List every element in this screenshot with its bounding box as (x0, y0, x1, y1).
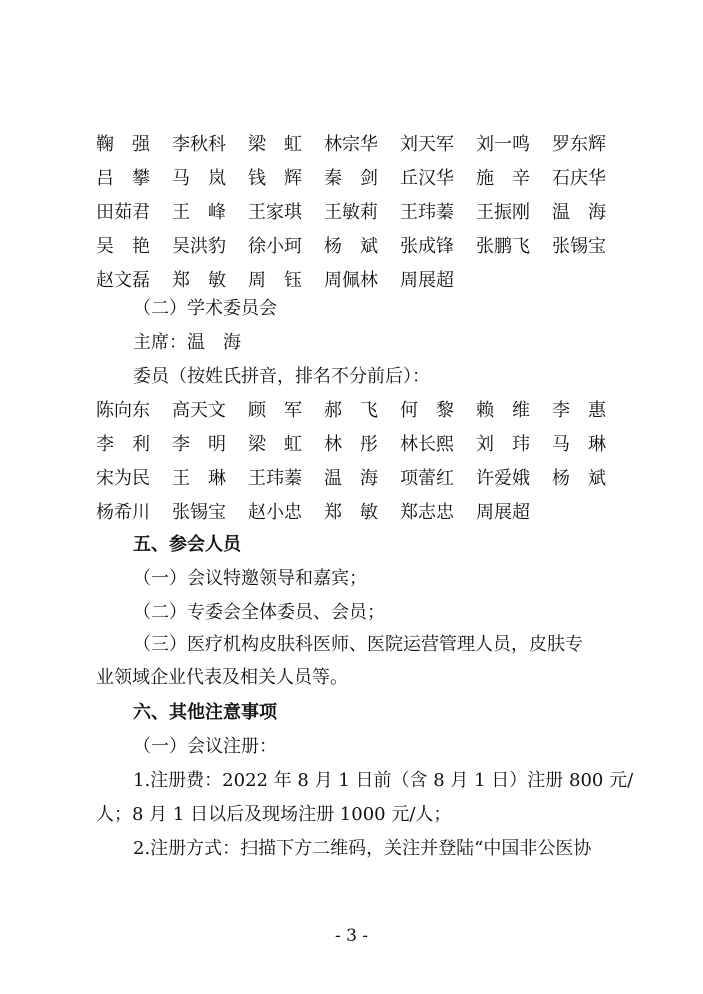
member-name: 郑 敏 (172, 270, 226, 291)
member-name: 郝 飞 (324, 400, 378, 421)
member-name: 罗东辉 (552, 134, 606, 155)
member-name: 王振刚 (476, 202, 530, 223)
member-name: 赖 维 (476, 400, 530, 421)
member-name: 梁 虹 (248, 134, 302, 155)
member-name: 刘天军 (400, 134, 454, 155)
member-name: 丘汉华 (400, 168, 454, 189)
member-name: 梁 虹 (248, 434, 302, 455)
member-name: 秦 剑 (324, 168, 378, 189)
registration-fee-line1: 1.注册费：2022 年 8 月 1 日前（含 8 月 1 日）注册 800 元/ (133, 770, 634, 791)
member-name: 陈向东 (96, 400, 150, 421)
member-name: 宋为民 (96, 468, 150, 489)
member-name: 吴洪豹 (172, 236, 226, 257)
member-name: 王 琳 (172, 468, 226, 489)
member-name: 王敏莉 (324, 202, 378, 223)
section5-item1: （一）会议特邀领导和嘉宾； (133, 568, 367, 589)
member-name: 李秋科 (172, 134, 226, 155)
member-name: 钱 辉 (248, 168, 302, 189)
section5-item2: （二）专委会全体委员、会员； (133, 602, 385, 623)
member-name: 李 惠 (552, 400, 606, 421)
member-name: 王家琪 (248, 202, 302, 223)
section6-sub1: （一）会议注册： (133, 736, 277, 757)
member-name: 张锡宝 (552, 236, 606, 257)
committee-name-row (96, 128, 616, 162)
section5-item3-line2: 业领域企业代表及相关人员等。 (96, 667, 348, 688)
member-name: 周展超 (476, 502, 530, 523)
member-name: 杨希川 (96, 502, 150, 523)
member-name: 吴 艳 (96, 236, 150, 257)
academic-name-row (96, 496, 616, 530)
member-name: 高天文 (172, 400, 226, 421)
committee-name-row (96, 230, 616, 264)
member-name: 鞠 强 (96, 134, 150, 155)
section6-heading: 六、其他注意事项 (133, 702, 277, 723)
member-name: 李 明 (172, 434, 226, 455)
member-name: 王 峰 (172, 202, 226, 223)
member-name: 赵小忠 (248, 502, 302, 523)
member-name: 顾 军 (248, 400, 302, 421)
section5-heading: 五、参会人员 (133, 534, 241, 555)
academic-name-row (96, 394, 616, 428)
member-name: 田茹君 (96, 202, 150, 223)
member-name: 郑志忠 (400, 502, 454, 523)
member-name: 马 岚 (172, 168, 226, 189)
section5-item3-line1: （三）医疗机构皮肤科医师、医院运营管理人员，皮肤专 (133, 634, 583, 655)
academic-members-intro: 委员（按姓氏拼音，排名不分前后）： (133, 366, 430, 387)
member-name: 石庆华 (552, 168, 606, 189)
committee-name-row (96, 162, 616, 196)
member-name: 赵文磊 (96, 270, 150, 291)
member-name: 王玮蓁 (400, 202, 454, 223)
member-name: 温 海 (324, 468, 378, 489)
member-name: 温 海 (552, 202, 606, 223)
committee-name-row (96, 196, 616, 230)
member-name: 周佩林 (324, 270, 378, 291)
member-name: 张鹏飞 (476, 236, 530, 257)
member-name: 周展超 (400, 270, 454, 291)
page-number: - 3 - (334, 926, 369, 946)
academic-name-row (96, 462, 616, 496)
member-name: 项蕾红 (400, 468, 454, 489)
member-name: 王玮蓁 (248, 468, 302, 489)
member-name: 张锡宝 (172, 502, 226, 523)
member-name: 吕 攀 (96, 168, 150, 189)
member-name: 张成锋 (400, 236, 454, 257)
member-name: 林 彤 (324, 434, 378, 455)
member-name: 李 利 (96, 434, 150, 455)
member-name: 施 辛 (476, 168, 530, 189)
member-name: 周 钰 (248, 270, 302, 291)
academic-name-row (96, 428, 616, 462)
academic-committee-heading: （二）学术委员会 (133, 298, 277, 319)
member-name: 刘一鸣 (476, 134, 530, 155)
member-name: 杨 斌 (552, 468, 606, 489)
registration-method-line1: 2.注册方式：扫描下方二维码，关注并登陆“中国非公医协 (133, 838, 592, 859)
member-name: 林宗华 (324, 134, 378, 155)
member-name: 马 琳 (552, 434, 606, 455)
member-name: 郑 敏 (324, 502, 378, 523)
member-name: 徐小珂 (248, 236, 302, 257)
academic-chair: 主席：温 海 (133, 332, 241, 353)
member-name: 刘 玮 (476, 434, 530, 455)
member-name: 许爱娥 (476, 468, 530, 489)
member-name: 林长熙 (400, 434, 454, 455)
member-name: 杨 斌 (324, 236, 378, 257)
registration-fee-line2: 人；8 月 1 日以后及现场注册 1000 元/人； (96, 804, 452, 825)
member-name: 何 黎 (400, 400, 454, 421)
